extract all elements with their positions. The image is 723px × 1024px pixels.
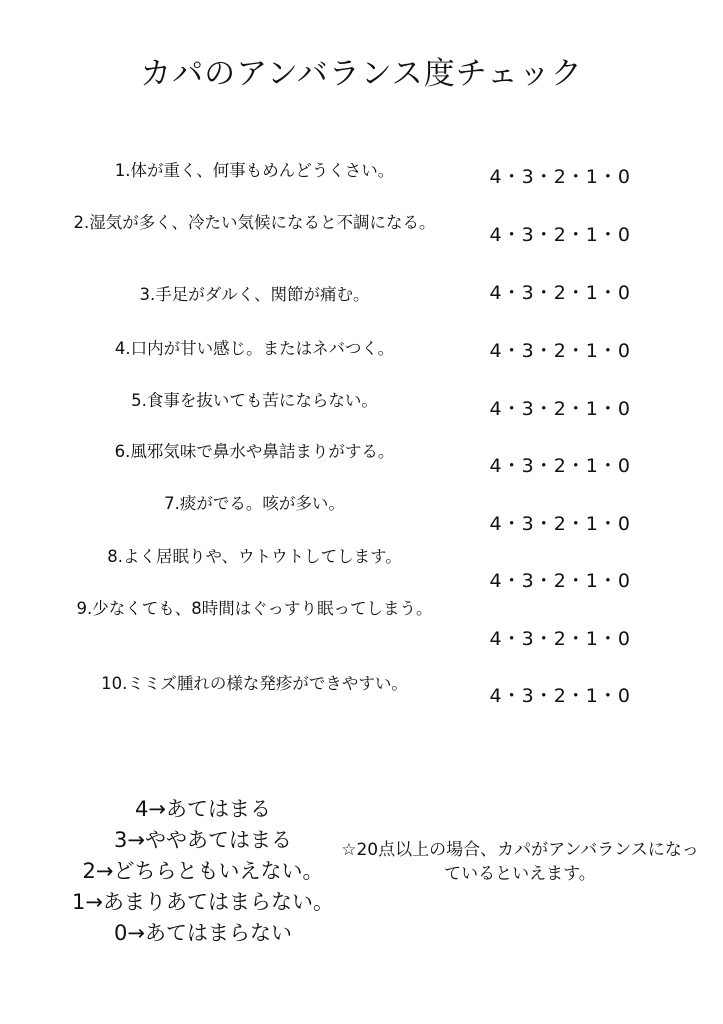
score-options: 4・3・2・1・0 <box>489 398 631 420</box>
score-options: 4・3・2・1・0 <box>489 570 631 592</box>
score-options: 4・3・2・1・0 <box>489 685 631 707</box>
score-legend <box>28 794 378 949</box>
page-title: カパのアンバランス度チェック <box>140 56 583 92</box>
question-row-1 <box>0 158 723 214</box>
question-row-9 <box>0 599 723 676</box>
score-options: 4・3・2・1・0 <box>489 340 631 362</box>
question-text: 8.よく居眠りや、ウトウトしてします。 <box>107 547 402 566</box>
legend-item: 4→あてはまる <box>135 797 271 821</box>
result-note: ☆20点以上の場合、カパがアンバランスになっているといえます。 <box>341 840 699 884</box>
question-row-5 <box>0 390 723 446</box>
legend-item: 3→ややあてはまる <box>114 828 292 852</box>
score-options: 4・3・2・1・0 <box>489 166 631 188</box>
score-options: 4・3・2・1・0 <box>489 628 631 650</box>
score-options: 4・3・2・1・0 <box>489 455 631 477</box>
legend-item: 2→どちらともいえない。 <box>82 859 324 883</box>
question-text: 5.食事を抜いても苦にならない。 <box>131 391 378 410</box>
score-options: 4・3・2・1・0 <box>489 282 631 304</box>
question-text: 6.風邪気味で鼻水や鼻詰まりがする。 <box>114 442 395 461</box>
score-options: 4・3・2・1・0 <box>489 513 631 535</box>
question-text: 1.体が重く、何事もめんどうくさい。 <box>114 161 395 180</box>
question-text: 3.手足がダルく、関節が痛む。 <box>139 285 370 304</box>
legend-item: 0→あてはまらない <box>114 921 292 945</box>
question-text: 10.ミミズ腫れの様な発疹ができやすい。 <box>101 674 408 693</box>
question-row-3 <box>0 274 723 330</box>
question-text: 9.少なくても、8時間はぐっすり眠ってしまう。 <box>76 599 433 618</box>
question-text: 7.痰がでる。咳が多い。 <box>164 494 345 513</box>
score-options: 4・3・2・1・0 <box>489 224 631 246</box>
question-text: 4.口内が甘い感じ。またはネバつく。 <box>114 339 395 358</box>
legend-item: 1→あまりあてはまらない。 <box>72 890 334 914</box>
question-row-2 <box>0 213 723 272</box>
question-row-10 <box>0 674 723 733</box>
question-text: 2.湿気が多く、冷たい気候になると不調になる。 <box>73 213 436 232</box>
question-row-4 <box>0 332 723 388</box>
